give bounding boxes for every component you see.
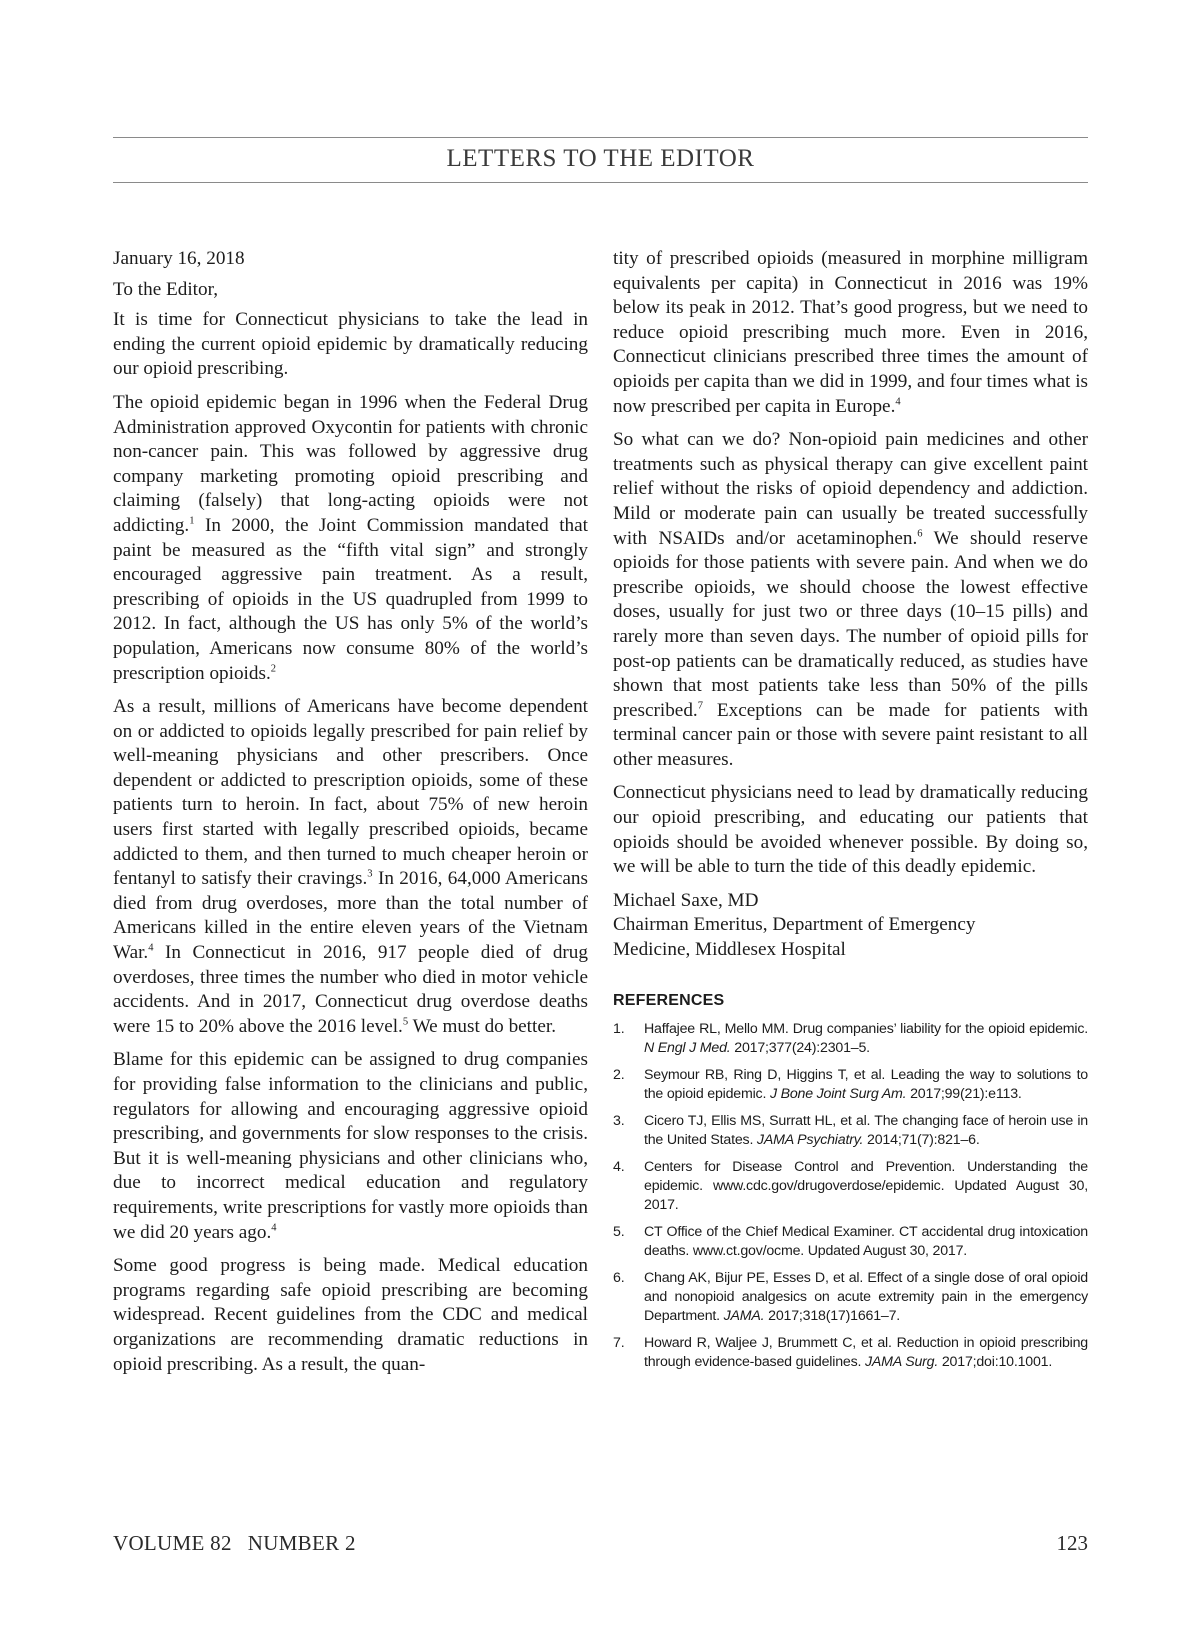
footer-volume: VOLUME 82 xyxy=(113,1531,232,1555)
author-title-line-1: Chairman Emeritus, Department of Emergency xyxy=(613,914,976,936)
paragraph-4: Blame for this epidemic can be assigned to drug companies for providing false information to the clinicians and public, regulators for allowing and encouraging aggressive opioid prescribing, and governments for slow responses to the crisis. But it is well-meaning physicians and other clinicians who, due to incorrect medical education and regulatory requirements, write prescriptions for vastly more opioids than we did 20 years ago.$^4$ xyxy=(113,1049,588,1243)
citation-5: 5 xyxy=(402,1016,409,1028)
footer-number: NUMBER 2 xyxy=(247,1531,356,1555)
citation-1: 1 xyxy=(189,515,195,527)
paragraph-3: As a result, millions of Americans have become dependent on or addicted to opioids legally prescribed for pain relief by well-meaning physicians and other prescribers. Once dependent or addicted to prescription opioids, some of these patients turn to heroin. In fact, about 75% of new heroin users first started with legally prescribed opioids, became addicted to them, and then turned to much cheaper heroin or fentanyl to satisfy their cravings.$^3$ In 2016, 64,000 Americans died from drug overdoses, more than the total number of Americans killed in the entire eleven years of the Vietnam War.$^4$ In Connecticut in 2016, 917 people died of drug overdoses, three times the number who died in motor vehicle accidents. And in 2017, Connecticut drug overdose deaths were 15 to 20% above the 2016 level.$^5$ We must do better. xyxy=(113,696,588,1037)
citation-6: 6 xyxy=(917,528,923,540)
citation-4: 4 xyxy=(895,396,901,408)
paragraph-5-continued: tity of prescribed opioids (measured in morphine milligram equivalents per capita) in Connecticut in 2016 was 19% below its peak in 2012. That’s good progress, but we need to reduce opioid prescribing much more. Even in 2016, Connecticut clinicians prescribed three times the amount of opioids per capita than we did in 1999, and four times what is now prescribed per capita in Europe.$^4$ xyxy=(613,248,1088,417)
paragraph-1: It is time for Connecticut physicians to take the lead in ending the current opioid epidemic by dramatically reducing our opioid prescribing. xyxy=(113,309,588,380)
paragraph-6: So what can we do? Non-opioid pain medicines and other treatments such as physical therapy can give excellent paint relief without the risks of opioid dependency and addiction. Mild or moderate pain can usually be treated successfully with NSAIDs and/or acetaminophen.$^6$ We should reserve opioids for those patients with severe pain. And when we do prescribe opioids, we should choose the lowest effective doses, usually for just two or three days (10–15 pills) and rarely more than seven days. The number of opioid pills for post-op patients can be dramatically reduced, as studies have shown that most patients take less than 50% of the pills prescribed.$^7$ Exceptions can be made for patients with terminal cancer pain or those with severe paint resistant to all other measures. xyxy=(613,429,1088,770)
citation-3: 3 xyxy=(367,868,373,880)
reference-item: 2. Seymour RB, Ring D, Higgins T, et al. Leading the way to solutions to the opioid epidemic. J Bone Joint Surg Am. 2017;99(21):e113. xyxy=(613,1067,1088,1103)
letter-date: January 16, 2018 xyxy=(113,248,245,269)
citation-2: 2 xyxy=(270,663,277,675)
reference-item: 4. Centers for Disease Control and Prevention. Understanding the epidemic. www.cdc.gov/drugoverdose/epidemic. Updated August 30, 2017. xyxy=(613,1159,1088,1214)
section-header xyxy=(113,137,1088,183)
reference-item: 3. Cicero TJ, Ellis MS, Surratt HL, et al. The changing face of heroin use in the United States. JAMA Psychiatry. 2014;71(7):821–6. xyxy=(613,1113,1088,1149)
footer-issue xyxy=(113,1531,356,1556)
paragraph-5: Some good progress is being made. Medical education programs regarding safe opioid prescribing are becoming widespread. Recent guidelines from the CDC and medical organizations are recommending dramatic reductions in opioid prescribing. As a result, the quan- xyxy=(113,1255,588,1375)
signature-block xyxy=(613,889,1088,963)
citation-4: 4 xyxy=(271,1222,277,1234)
paragraph-7: Connecticut physicians need to lead by dramatically reducing our opioid prescribing, and educating our patients that opioids should be avoided whenever possible. By doing so, we will be able to turn the tide of this deadly epidemic. xyxy=(613,782,1088,878)
citation-7: 7 xyxy=(697,700,703,712)
references-heading: REFERENCES xyxy=(613,991,725,1009)
reference-item: 7. Howard R, Waljee J, Brummett C, et al. Reduction in opioid prescribing through evidence-based guidelines. JAMA Surg. 2017;doi:10.1001. xyxy=(613,1335,1088,1371)
paragraph-2: The opioid epidemic began in 1996 when the Federal Drug Administration approved Oxycontin for patients with chronic non-cancer pain. This was followed by aggressive drug company marketing promoting opioid prescribing and claiming (falsely) that long-acting opioids were not addicting.$^1$ In 2000, the Joint Commission mandated that paint be measured as the “fifth vital sign” and strongly encouraged aggressive pain treatment. As a result, prescribing of opioids in the US quadrupled from 1999 to 2012. In fact, although the US has only 5% of the world’s population, Americans now consume 80% of the world’s prescription opioids.$^2$ xyxy=(113,391,588,684)
references-list xyxy=(613,1020,1088,1372)
left-column xyxy=(113,247,588,1386)
section-title: LETTERS TO THE EDITOR xyxy=(446,145,755,172)
letter-salutation: To the Editor, xyxy=(113,278,218,300)
reference-item: 6. Chang AK, Bijur PE, Esses D, et al. Effect of a single dose of oral opioid and nonopioid analgesics on acute extremity pain in the emergency Department. JAMA. 2017;318(17)1661–7. xyxy=(613,1270,1088,1325)
page-number: 123 xyxy=(1056,1531,1088,1555)
reference-item: 1. Haffajee RL, Mello MM. Drug companies’ liability for the opioid epidemic. N Engl J Med. 2017;377(24):2301–5. xyxy=(613,1021,1088,1057)
author-name: Michael Saxe, MD xyxy=(613,889,759,911)
reference-item: 5. CT Office of the Chief Medical Examiner. CT accidental drug intoxication deaths. www.ct.gov/ocme. Updated August 30, 2017. xyxy=(613,1224,1088,1260)
right-column xyxy=(613,247,1088,1380)
citation-4: 4 xyxy=(148,942,154,954)
author-title-line-2: Medicine, Middlesex Hospital xyxy=(613,939,846,961)
